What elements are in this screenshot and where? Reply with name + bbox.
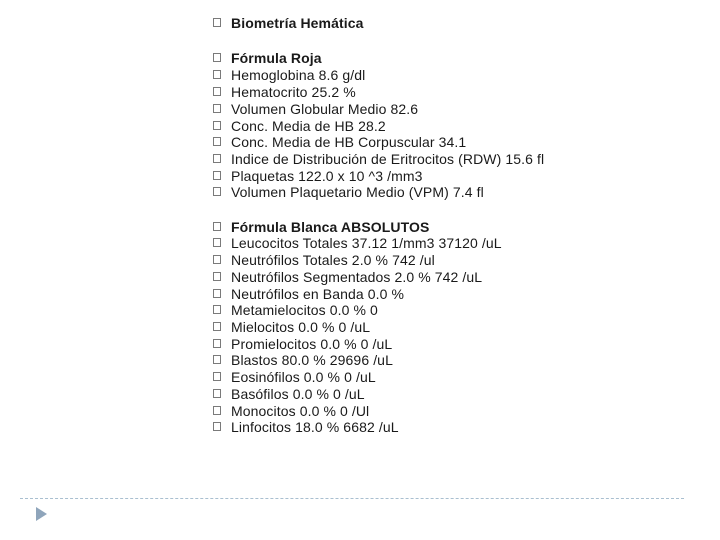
list-item-text: Indice de Distribución de Eritrocitos (RDW) 15.6 fl [231, 150, 545, 167]
list-item-text: Monocitos 0.0 % 0 /Ul [231, 402, 370, 419]
bullet-icon [213, 289, 221, 298]
bullet-icon [213, 339, 221, 348]
page-title: Biometría Hemática [231, 14, 364, 31]
formula-roja-heading: Fórmula Roja [231, 49, 322, 66]
list-item [213, 335, 392, 352]
list-item-text: Promielocitos 0.0 % 0 /uL [231, 335, 393, 352]
bullet-icon [213, 255, 221, 264]
list-item [213, 66, 365, 83]
list-item [213, 117, 386, 134]
bullet-icon [213, 87, 221, 96]
bullet-icon [213, 222, 221, 231]
list-item-text: Leucocitos Totales 37.12 1/mm3 37120 /uL [231, 234, 502, 251]
bullet-icon [213, 154, 221, 163]
bullet-icon [213, 305, 221, 314]
list-item-text: Basófilos 0.0 % 0 /uL [231, 385, 365, 402]
list-item-text: Neutrófilos Totales 2.0 % 742 /ul [231, 251, 435, 268]
list-item-text: Hematocrito 25.2 % [231, 83, 356, 100]
formula-roja-heading-row [213, 49, 322, 66]
list-item-text: Eosinófilos 0.0 % 0 /uL [231, 368, 376, 385]
bullet-icon [213, 171, 221, 180]
list-item [213, 318, 370, 335]
bullet-icon [213, 121, 221, 130]
list-item-text: Blastos 80.0 % 29696 /uL [231, 351, 393, 368]
list-item [213, 234, 502, 251]
bullet-icon [213, 70, 221, 79]
list-item [213, 150, 544, 167]
bullet-icon [213, 355, 221, 364]
formula-blanca-heading: Fórmula Blanca ABSOLUTOS [231, 218, 430, 235]
list-item-text: Conc. Media de HB 28.2 [231, 117, 386, 134]
list-item-text: Linfocitos 18.0 % 6682 /uL [231, 418, 399, 435]
list-item [213, 133, 466, 150]
bullet-icon [213, 104, 221, 113]
list-item-text: Volumen Globular Medio 82.6 [231, 100, 419, 117]
list-item [213, 301, 378, 318]
list-item [213, 368, 376, 385]
title-row [213, 14, 364, 31]
play-arrow-icon[interactable] [36, 507, 47, 521]
list-item-text: Conc. Media de HB Corpuscular 34.1 [231, 133, 467, 150]
list-item-text: Volumen Plaquetario Medio (VPM) 7.4 fl [231, 183, 484, 200]
list-item [213, 251, 435, 268]
bullet-icon [213, 18, 221, 27]
bullet-icon [213, 53, 221, 62]
list-item [213, 351, 393, 368]
bullet-icon [213, 137, 221, 146]
list-item [213, 418, 399, 435]
bullet-icon [213, 389, 221, 398]
bullet-icon [213, 238, 221, 247]
list-item-text: Hemoglobina 8.6 g/dl [231, 66, 366, 83]
list-item [213, 83, 356, 100]
list-item-text: Neutrófilos Segmentados 2.0 % 742 /uL [231, 268, 483, 285]
list-item [213, 285, 404, 302]
bullet-icon [213, 187, 221, 196]
list-item [213, 385, 365, 402]
list-item-text: Plaquetas 122.0 x 10 ^3 /mm3 [231, 167, 423, 184]
bullet-icon [213, 406, 221, 415]
list-item-text: Mielocitos 0.0 % 0 /uL [231, 318, 371, 335]
list-item [213, 167, 422, 184]
bullet-icon [213, 272, 221, 281]
bullet-icon [213, 422, 221, 431]
list-item [213, 100, 418, 117]
list-item-text: Metamielocitos 0.0 % 0 [231, 301, 378, 318]
list-item [213, 402, 369, 419]
list-item-text: Neutrófilos en Banda 0.0 % [231, 285, 405, 302]
bullet-icon [213, 372, 221, 381]
formula-blanca-heading-row [213, 218, 429, 235]
bullet-icon [213, 322, 221, 331]
list-item [213, 183, 484, 200]
list-item [213, 268, 482, 285]
footer-divider [20, 498, 684, 499]
